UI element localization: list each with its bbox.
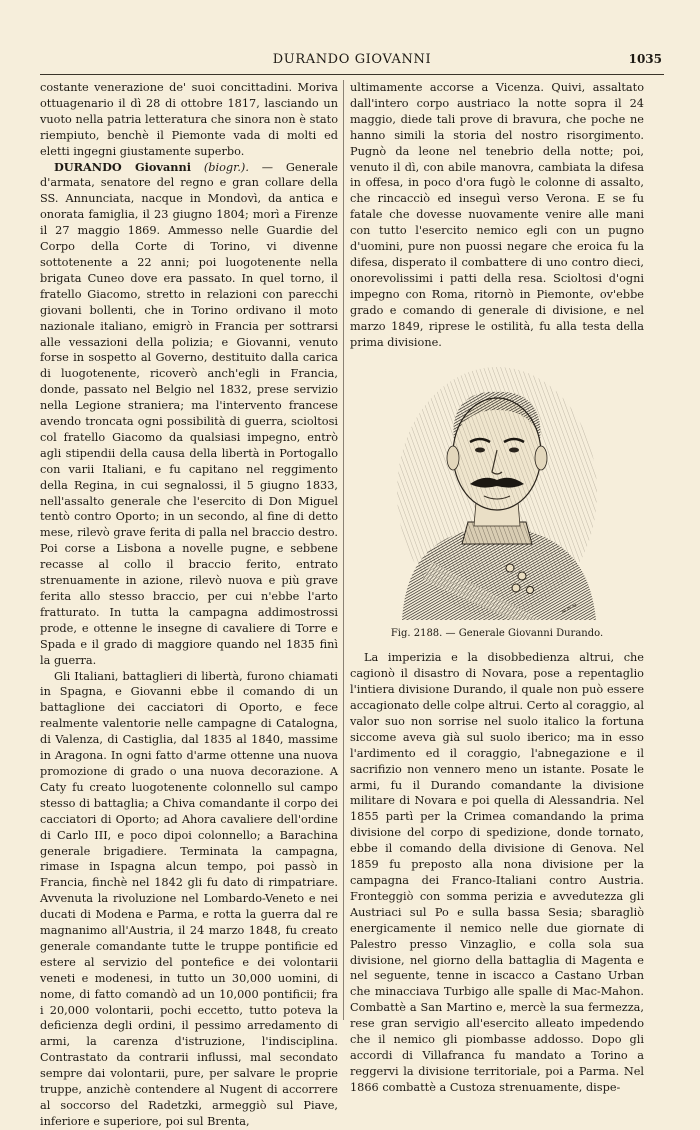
page-number: 1035 [628, 52, 662, 66]
paragraph-novara: La imperizia e la disobbedienza altrui, che cagionò il disastro di Novara, pose a repentaglio l'intiera divisione Durando, il quale non può essere accagionato delle colpe altrui. Certo al coraggio, al valor suo non sorrise nel suolo italico la fortuna siccome aveva già sul suolo iberico; ma in esso l'ardimento ed il coraggio, l'abnegazione e il sacrifizio non vennero meno un istante. Posate le armi, fu il Durando comandante la divisione militare di Novara e poi quella di Alessandria. Nel 1855 partì per la Crimea comandando la prima divisione del corpo di spedizione, donde tornato, ebbe il comando della divisione di Genova. Nel 1859 fu preposto alla nona divisione per la campagna dei Franco-Italiani contro Austria. Fronteggiò con somma perizia e avvedutezza gli Austriaci sul Po e sulla bassa Sesia; sbaragliò energicamente il nemico nelle due giornate di Palestro presso Vinzaglio, e colla sola sua divisione, nel giorno della battaglia di Magenta e nel seguente, tenne in iscacco a Castano Urban che minacciava Turbigo alle spalle di Mac-Mahon. Combattè a San Martino e, mercè la sua fermezza, rese gran servigio all'esercito alleato impedendo che il nemico gli piombasse addosso. Dopo gli accordi di Villafranca fu mandato a Torino a reggervi la divisione territoriale, poi a Parma. Nel 1866 combattè a Custoza strenuamente, dispe- [350, 651, 645, 1094]
left-column [40, 80, 338, 1130]
paragraph-spain: Gli Italiani, battaglieri di libertà, furono chiamati in Spagna, e Giovanni ebbe il comando di un battaglione dei cacciatori di Oporto, e fece realmente valentorie nelle campagne di Catalogna, di Valenza, di Castiglia, dal 1835 al 1840, massime in Aragona. In ogni fatto d'arme ottenne una nuova promozione di grado o una nuova decorazione. A Caty fu creato luogotenente colonnello sul campo stesso di battaglia; a Chiva comandante il corpo dei cacciatori di Oporto; ad Ahora cavaliere dell'ordine di Carlo III, e poco dipoi colonnello; a Barachina generale brigadiere. Terminata la campagna, rimase in Ispagna alcun tempo, poi passò in Francia, finchè nel 1842 gli fu dato di rimpatriare. Avvenuta la rivoluzione nel Lombardo-Veneto e nei ducati di Modena e Parma, e rotta la guerra dal re magnanimo all'Austria, il 24 marzo 1848, fu creato generale comandante tutte le truppe pontificie ed estere al servizio del pontefice e dei volontarii veneti e modenesi, in tutto un 30,000 uomini, di nome, di fatto comandò ad un 10,000 pontificii; fra i 20,000 volontarii, pochi eccetto, tutto poteva la deficienza degli ordini, il pessimo arredamento di armi, la carenza d'istruzione, l'indisciplina. Contrastato da contrarii influssi, mal secondato sempre dai volontarii, pure, per salvare le proprie truppe, anzichè contendere al Nugent di accorrere al soccorso del Radetzki, armeggiò sul Piave, inferiore e superiore, poi sul Brenta, [40, 669, 338, 1128]
figure-caption: Fig. 2188. — Generale Giovanni Durando. [390, 628, 604, 640]
right-column [350, 80, 644, 1096]
entry-durando-giovanni [40, 160, 338, 669]
entry-tag: (biogr.). [203, 160, 249, 174]
entry-body: — Generale d'armata, senatore del regno e gran collare della SS. Annunciata, nacque in Mondovì, da antica e onorata famiglia, il 23 giugno 1804; morì a Firenze il 27 maggio 1869. Ammesso nelle Guardie del Corpo della Corte di Torino, vi divenne sottotenente a 22 anni; poi luogotenente nella brigata Cuneo dove era passato. In quel torno, il fratello Giacomo, stretto in relazioni con parecchi giovani bollenti, che in Torino ordivano il moto nazionale italiano, emigrò in Francia per sottrarsi alle vessazioni della polizia; e Giovanni, venuto forse in sospetto al Governo, destituito dalla carica di luogotenente, ricoverò anch'egli in Francia, donde, passato nel Belgio nel 1832, prese servizio nella Legione straniera; ma l'intervento francese avendo troncata ogni possibilità di guerra, scioltosi col fratello Giacomo da qualsiasi impegno, entrò agli stipendii della causa della libertà in Portogallo con varii Italiani, e fu capitano nel reggimento della Regina, in cui segnalossi, il 5 giugno 1833, nell'assalto generale che l'esercito di Don Miguel tentò contro Oporto; in un secondo, al fine di detto mese, rilevò grave ferita di palla nel braccio destro. Poi corse a Lisbona a novelle pugne, e sebbene recasse al collo il braccio ferito, entrato strenuamente in azione, rilevò nuova e più grave ferita allo stesso braccio, per cui n'ebbe l'arto fratturato. In tutta la campagna addimostrossi prode, e ottenne le insegne di cavaliere di Torre e Spada e il grado di maggiore quando nel 1835 finì la guerra. [40, 160, 338, 667]
page-header [40, 48, 664, 75]
paragraph-continuation: costante venerazione de' suoi concittadini. Moriva ottuagenario il dì 28 di ottobre 1817, lasciando un vuoto nella patria letteratura che sinora non è stato riempiuto, benchè il Piemonte vada di molti ed eletti ingegni giustamente superbo. [40, 81, 338, 158]
paragraph-vicenza: ultimamente accorse a Vicenza. Quivi, assaltato dall'intero corpo austriaco la notte sopra il 24 maggio, diede tali prove di bravura, che poche ne hanno simili la storia del nostro risorgimento. Pugnò da leone nel tenebrio della notte; poi, venuto il dì, con abile manovra, cambiata la difesa in offesa, in poco d'ora fugò le colonne di assalto, che rincacciò ed inseguì verso Verona. E se fu fatale che dovesse nuovamente venire alle mani con tutto l'esercito nemico egli con un pugno d'uomini, pure non puossi negare che eroica fu la difesa, disperato il combattere di uno contro dieci, onorevolissimi i patti della resa. Scioltosi d'ogni impegno con Roma, ritornò in Piemonte, ov'ebbe grado e comando di generale di divisione, e nel marzo 1849, riprese le ostilità, fu alla testa della prima divisione. [350, 81, 644, 349]
running-title: DURANDO GIOVANNI [272, 52, 432, 67]
portrait-illustration [392, 362, 602, 620]
svg-text:≈≈≈: ≈≈≈ [559, 601, 579, 617]
entry-headword: DURANDO Giovanni [54, 159, 192, 174]
column-divider [343, 80, 344, 1020]
